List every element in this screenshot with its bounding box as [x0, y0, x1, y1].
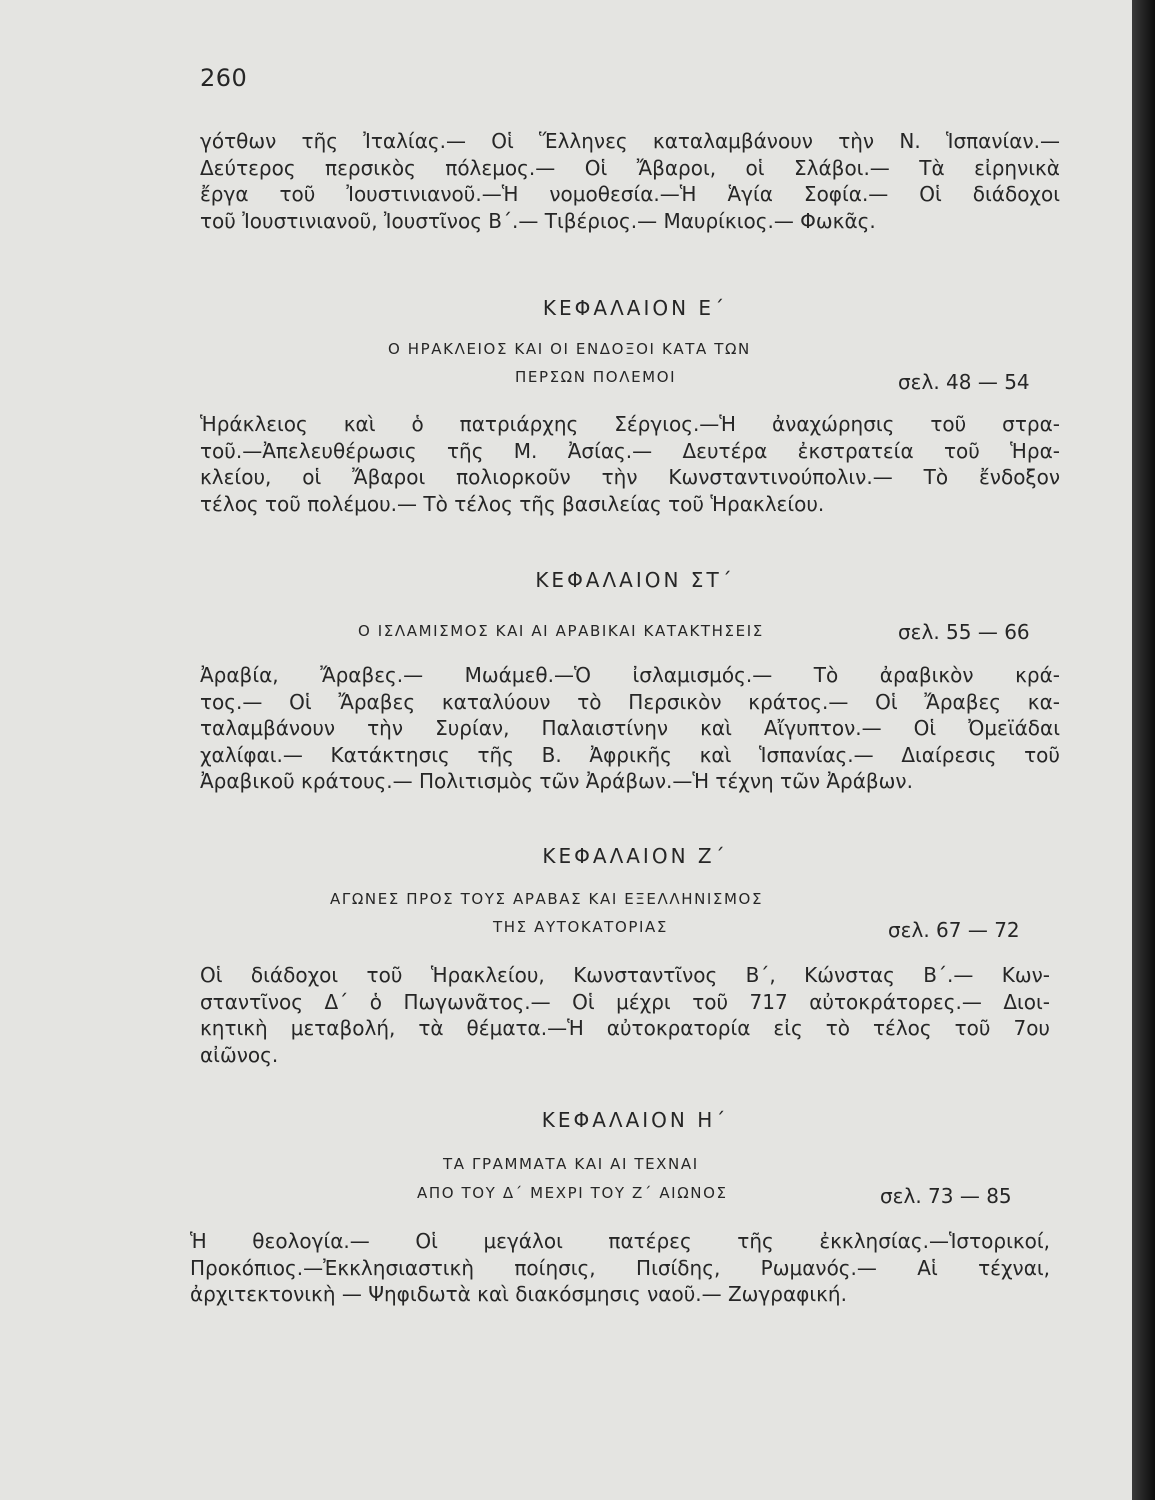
text-line: αἰῶνος. [200, 1042, 279, 1067]
chapter-title-line: ΑΓΩΝΕΣ ΠΡΟΣ ΤΟΥΣ ΑΡΑΒΑΣ ΚΑΙ ΕΞΕΛΛΗΝΙΣΜΟΣ [330, 890, 764, 908]
chapter-summary [200, 662, 1060, 795]
text-line: τέλος τοῦ πολέμου.— Τὸ τέλος τῆς βασιλείας τοῦ Ἡρακλείου. [200, 491, 825, 516]
text-line: ἔργα τοῦ Ἰουστινιανοῦ.—Ἡ νομοθεσία.—Ἡ Ἁγία Σοφία.— Οἱ διάδοχοι [200, 182, 1060, 206]
chapter-pages: σελ. 48 — 54 [898, 370, 1030, 394]
chapter-heading: ΚΕΦΑΛΑΙΟΝ Η΄ [541, 1108, 729, 1132]
chapter-title-line: ΠΕΡΣΩΝ ΠΟΛΕΜΟΙ [515, 368, 677, 386]
text-line: Ἀραβία, Ἄραβες.— Μωάμεθ.—Ὁ ἰσλαμισμός.— Τὸ ἀραβικὸν κρά- [200, 663, 1060, 687]
text-line: Οἱ διάδοχοι τοῦ Ἡρακλείου, Κωνσταντῖνος Β΄, Κώνστας Β΄.— Κων- [200, 963, 1050, 987]
intro-paragraph [200, 128, 1060, 234]
text-line: ταλαμβάνουν τὴν Συρίαν, Παλαιστίνην καὶ Αἴγυπτον.— Οἱ Ὀμεϊάδαι [200, 716, 1060, 740]
chapter-title-line: ΑΠΟ ΤΟΥ Δ΄ ΜΕΧΡΙ ΤΟΥ Ζ΄ ΑΙΩΝΟΣ [417, 1184, 728, 1202]
text-line: τος.— Οἱ Ἄραβες καταλύουν τὸ Περσικὸν κράτος.— Οἱ Ἄραβες κα- [200, 689, 1060, 714]
chapter-pages: σελ. 67 — 72 [888, 918, 1020, 942]
chapter-heading: ΚΕΦΑΛΑΙΟΝ Ζ΄ [542, 844, 728, 868]
chapter-summary [200, 411, 1060, 517]
text-line: ἀρχιτεκτονικὴ — Ψηφιδωτὰ καὶ διακόσμησις ναοῦ.— Ζωγραφική. [190, 1282, 847, 1306]
chapter-heading: ΚΕΦΑΛΑΙΟΝ ΣΤ΄ [535, 568, 735, 592]
text-line: τοῦ Ἰουστινιανοῦ, Ἰουστῖνος Β΄.— Τιβέριος.— Μαυρίκιος.— Φωκᾶς. [200, 208, 876, 233]
text-line: σταντῖνος Δ΄ ὁ Πωγωνᾶτος.— Οἱ μέχρι τοῦ 717 αὐτοκράτορες.— Διοι- [200, 989, 1050, 1014]
page-number: 260 [200, 64, 248, 92]
text-line: Ἡ θεολογία.— Οἱ μεγάλοι πατέρες τῆς ἐκκλησίας.—Ἱστορικοί, [190, 1229, 1050, 1253]
text-line: κλείου, οἱ Ἄβαροι πολιορκοῦν τὴν Κωνσταντινούπολιν.— Τὸ ἔνδοξον [200, 465, 1060, 489]
text-line: Ἀραβικοῦ κράτους.— Πολιτισμὸς τῶν Ἀράβων.—Ἡ τέχνη τῶν Ἀράβων. [200, 769, 913, 793]
chapter-summary [200, 962, 1050, 1068]
text-line: χαλίφαι.— Κατάκτησις τῆς Β. Ἀφρικῆς καὶ Ἱσπανίας.— Διαίρεσις τοῦ [200, 742, 1060, 767]
chapter-pages: σελ. 73 — 85 [880, 1184, 1012, 1208]
chapter-title-line: Ο ΙΣΛΑΜΙΣΜΟΣ ΚΑΙ ΑΙ ΑΡΑΒΙΚΑΙ ΚΑΤΑΚΤΗΣΕΙΣ [358, 622, 764, 640]
text-line: τοῦ.—Ἀπελευθέρωσις τῆς Μ. Ἀσίας.— Δευτέρα ἐκστρατεία τοῦ Ἡρα- [200, 438, 1060, 463]
text-line: γότθων τῆς Ἰταλίας.— Οἱ Ἕλληνες καταλαμβάνουν τὴν Ν. Ἱσπανίαν.— [200, 129, 1060, 153]
text-line: Δεύτερος περσικὸς πόλεμος.— Οἱ Ἄβαροι, οἱ Σλάβοι.— Τὰ εἰρηνικὰ [200, 155, 1060, 180]
text-line: Προκόπιος.—Ἐκκλησιαστικὴ ποίησις, Πισίδης, Ρωμανός.— Αἱ τέχναι, [190, 1255, 1050, 1280]
chapter-title-line: ΤΑ ΓΡΑΜΜΑΤΑ ΚΑΙ ΑΙ ΤΕΧΝΑΙ [443, 1155, 699, 1173]
scan-border [1132, 0, 1155, 1500]
text-line: Ἡράκλειος καὶ ὁ πατριάρχης Σέργιος.—Ἡ ἀναχώρησις τοῦ στρα- [200, 412, 1060, 436]
chapter-summary [190, 1228, 1050, 1308]
chapter-heading: ΚΕΦΑΛΑΙΟΝ Ε΄ [542, 296, 728, 320]
chapter-title-line: Ο ΗΡΑΚΛΕΙΟΣ ΚΑΙ ΟΙ ΕΝΔΟΞΟΙ ΚΑΤΑ ΤΩΝ [388, 340, 751, 358]
chapter-title-line: ΤΗΣ ΑΥΤΟΚΑΤΟΡΙΑΣ [493, 918, 668, 936]
text-line: κητικὴ μεταβολή, τὰ θέματα.—Ἡ αὐτοκρατορία εἰς τὸ τέλος τοῦ 7ου [200, 1016, 1050, 1040]
chapter-pages: σελ. 55 — 66 [898, 620, 1030, 644]
